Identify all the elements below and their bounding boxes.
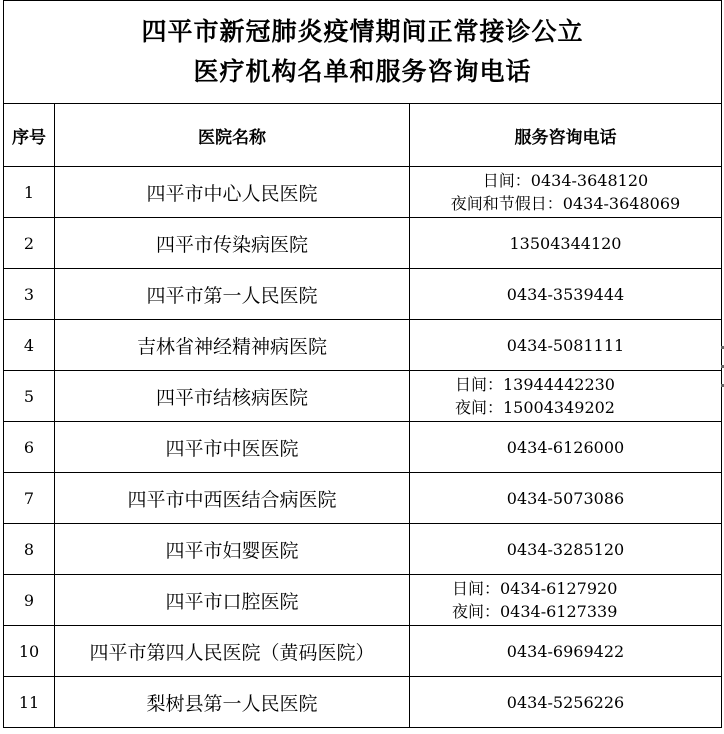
- table-row: [4, 626, 722, 677]
- phone-cell: [410, 320, 722, 371]
- phone-cell: [410, 473, 722, 524]
- phone-line: 日间：0434-3648120: [482, 171, 649, 190]
- hospital-table: [3, 0, 722, 728]
- row-number: 9: [4, 575, 55, 626]
- hospital-name: 四平市传染病医院: [55, 218, 410, 269]
- table-row: [4, 677, 722, 728]
- phone-line: 13504344120: [509, 233, 622, 253]
- hospital-table-sheet: [3, 0, 721, 734]
- row-number: 11: [4, 677, 55, 728]
- phone-line: 0434-5081111: [506, 335, 625, 355]
- hospital-name: 四平市口腔医院: [55, 575, 410, 626]
- title-line-1: 四平市新冠肺炎疫情期间正常接诊公立: [141, 17, 584, 46]
- hospital-name: 四平市中西医结合病医院: [55, 473, 410, 524]
- phone-cell: [410, 269, 722, 320]
- hospital-name: 四平市结核病医院: [55, 371, 410, 422]
- hospital-name: 四平市第四人民医院（黄码医院）: [55, 626, 410, 677]
- table-row: [4, 473, 722, 524]
- phone-cell: [410, 626, 722, 677]
- hospital-name: 四平市妇婴医院: [55, 524, 410, 575]
- phone-line: 0434-5073086: [506, 488, 625, 508]
- phone-cell: [410, 575, 722, 626]
- phone-cell: [410, 677, 722, 728]
- row-number: 4: [4, 320, 55, 371]
- phone-line: 日间：13944442230: [455, 375, 615, 394]
- phone-line: 日间：0434-6127920: [452, 579, 618, 598]
- header-phone: 服务咨询电话: [410, 104, 722, 167]
- header-no: 序号: [4, 104, 55, 167]
- table-row: [4, 422, 722, 473]
- hospital-name: 四平市中心人民医院: [55, 167, 410, 218]
- phone-cell: [410, 422, 722, 473]
- table-row: [4, 371, 722, 422]
- header-name: 医院名称: [55, 104, 410, 167]
- phone-line: 0434-3285120: [506, 539, 625, 559]
- title-row: [4, 1, 722, 104]
- table-title: [4, 1, 722, 104]
- row-number: 7: [4, 473, 55, 524]
- phone-line: 0434-5256226: [506, 692, 625, 712]
- phone-line: 夜间：15004349202: [455, 398, 615, 417]
- row-number: 10: [4, 626, 55, 677]
- phone-line: 0434-6969422: [506, 641, 625, 661]
- row-number: 2: [4, 218, 55, 269]
- phone-cell: [410, 524, 722, 575]
- table-row: [4, 524, 722, 575]
- phone-cell: [410, 167, 722, 218]
- row-number: 1: [4, 167, 55, 218]
- hospital-name: 吉林省神经精神病医院: [55, 320, 410, 371]
- phone-cell: [410, 371, 722, 422]
- phone-line: 0434-6126000: [506, 437, 625, 457]
- header-row: [4, 104, 722, 167]
- table-row: [4, 575, 722, 626]
- phone-line: 夜间和节假日：0434-3648069: [450, 194, 681, 213]
- table-row: [4, 167, 722, 218]
- row-number: 5: [4, 371, 55, 422]
- hospital-name: 四平市第一人民医院: [55, 269, 410, 320]
- row-number: 6: [4, 422, 55, 473]
- title-line-2: 医疗机构名单和服务咨询电话: [193, 57, 532, 86]
- hospital-name: 四平市中医医院: [55, 422, 410, 473]
- table-row: [4, 269, 722, 320]
- row-number: 3: [4, 269, 55, 320]
- row-number: 8: [4, 524, 55, 575]
- phone-line: 夜间：0434-6127339: [452, 602, 618, 621]
- hospital-name: 梨树县第一人民医院: [55, 677, 410, 728]
- phone-line: 0434-3539444: [506, 284, 625, 304]
- phone-cell: [410, 218, 722, 269]
- table-row: [4, 218, 722, 269]
- table-row: [4, 320, 722, 371]
